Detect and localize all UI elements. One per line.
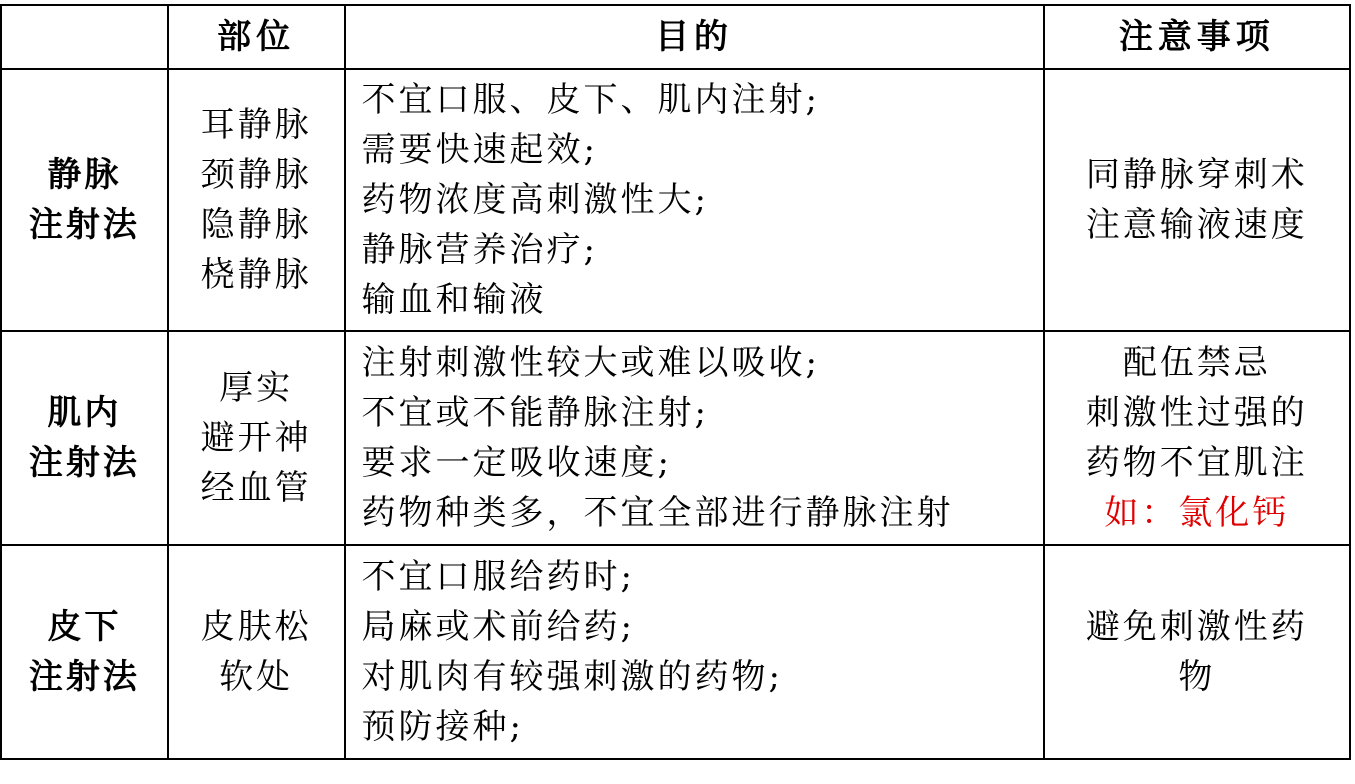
method-cell (1, 331, 168, 545)
notes-cell (1044, 331, 1350, 545)
site-line: 皮肤松 (200, 607, 312, 647)
notes-line: 药物不宜肌注 (1085, 443, 1308, 483)
purpose-cell (345, 331, 1044, 545)
notes-line: 刺激性过强的 (1085, 393, 1308, 433)
notes-line: 注意输液速度 (1085, 205, 1308, 245)
site-line: 颈静脉 (200, 155, 312, 195)
purpose-line: 对肌肉有较强刺激的药物; (361, 657, 783, 697)
purpose-line: 预防接种; (361, 707, 524, 747)
table-row-intravenous (1, 69, 1350, 331)
notes-line: 避免刺激性药 (1085, 607, 1308, 647)
header-notes: 注意事项 (1044, 5, 1350, 69)
purpose-line: 药物种类多，不宜全部进行静脉注射 (361, 493, 954, 533)
notes-cell (1044, 545, 1350, 759)
header-method (1, 5, 168, 69)
notes-line: 配伍禁忌 (1122, 343, 1271, 383)
purpose-cell (345, 545, 1044, 759)
method-line: 静脉 (47, 155, 122, 195)
purpose-line: 注射刺激性较大或难以吸收; (361, 343, 820, 383)
notes-cell (1044, 69, 1350, 331)
notes-highlight: 如：氯化钙 (1104, 493, 1290, 533)
method-cell (1, 69, 168, 331)
site-line: 隐静脉 (200, 205, 312, 245)
site-line: 软处 (219, 657, 294, 697)
purpose-line: 药物浓度高刺激性大; (361, 180, 709, 220)
method-line: 肌内 (47, 393, 122, 433)
site-line: 厚实 (219, 368, 294, 408)
purpose-line: 输血和输液 (361, 280, 547, 320)
method-line: 注射法 (28, 657, 140, 697)
site-line: 耳静脉 (200, 105, 312, 145)
purpose-line: 要求一定吸收速度; (361, 443, 672, 483)
site-cell (168, 545, 345, 759)
purpose-cell (345, 69, 1044, 331)
method-line: 皮下 (47, 607, 122, 647)
table-row-subcutaneous (1, 545, 1350, 759)
method-line: 注射法 (28, 443, 140, 483)
method-cell (1, 545, 168, 759)
header-row (1, 5, 1350, 69)
site-cell (168, 69, 345, 331)
site-line: 桡静脉 (200, 255, 312, 295)
notes-line: 同静脉穿刺术 (1085, 155, 1308, 195)
purpose-line: 不宜口服给药时; (361, 557, 635, 597)
method-line: 注射法 (28, 205, 140, 245)
injection-methods-table (0, 4, 1351, 760)
header-purpose: 目的 (345, 5, 1044, 69)
purpose-line: 需要快速起效; (361, 130, 598, 170)
table-row-intramuscular (1, 331, 1350, 545)
site-line: 经血管 (200, 468, 312, 508)
site-line: 避开神 (200, 418, 312, 458)
purpose-line: 局麻或术前给药; (361, 607, 635, 647)
purpose-line: 静脉营养治疗; (361, 230, 598, 270)
header-site: 部位 (168, 5, 345, 69)
purpose-line: 不宜口服、皮下、肌内注射; (361, 80, 820, 120)
notes-line: 物 (1178, 657, 1216, 697)
purpose-line: 不宜或不能静脉注射; (361, 393, 709, 433)
site-cell (168, 331, 345, 545)
